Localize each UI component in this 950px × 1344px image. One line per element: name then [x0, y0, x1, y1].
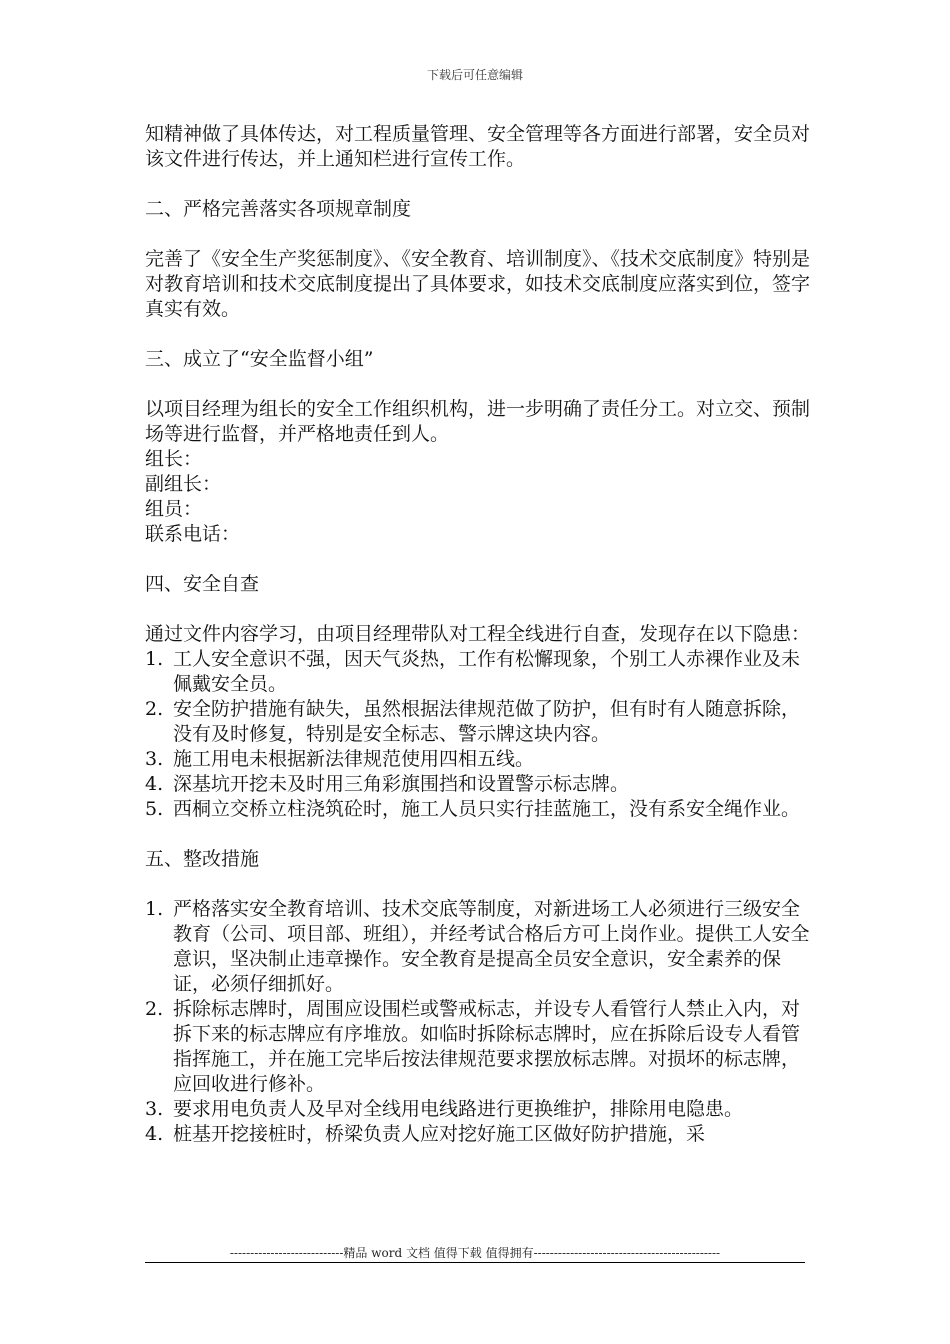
paragraph-rules: 完善了《安全生产奖惩制度》、《安全教育、培训制度》、《技术交底制度》特别是对教育培训和技术交底制度提出了具体要求，如技术交底制度应落实到位，签字真实有效。	[145, 248, 811, 320]
section-heading-3: 三、成立了“安全监督小组”	[145, 348, 374, 370]
list-number: 5.	[145, 798, 164, 820]
measure-list	[145, 897, 815, 1147]
list-number: 3.	[145, 1098, 164, 1120]
list-text: 西桐立交桥立柱浇筑砼时，施工人员只实行挂蓝施工，没有系安全绳作业。	[173, 798, 801, 820]
list-number: 2.	[145, 998, 164, 1020]
list-item	[145, 997, 815, 1097]
list-text: 严格落实安全教育培训、技术交底等制度，对新进场工人必须进行三级安全教育（公司、项目部、班组），并经考试合格后方可上岗作业。提供工人安全意识，坚决制止违章操作。安全教育是提高全员安全意识，安全素养的保证，必须仔细抓好。	[173, 898, 810, 995]
list-number: 2.	[145, 698, 164, 720]
list-item	[145, 897, 815, 997]
list-item	[145, 772, 815, 797]
list-text: 工人安全意识不强，因天气炎热，工作有松懈现象，个别工人赤裸作业及未佩戴安全员。	[173, 648, 801, 695]
page-footer: ----------------------------精品 word 文档 值得下载 值得拥有----------------------------------------------	[229, 1246, 721, 1260]
paragraph-supervision: 以项目经理为组长的安全工作组织机构，进一步明确了责任分工。对立交、预制场等进行监督，并严格地责任到人。	[145, 398, 811, 445]
list-text: 拆除标志牌时，周围应设围栏或警戒标志，并设专人看管行人禁止入内，对拆下来的标志牌应有序堆放。如临时拆除标志牌时，应在拆除后设专人看管指挥施工，并在施工完毕后按法律规范要求摆放标志牌。对损坏的标志牌，应回收进行修补。	[173, 998, 801, 1095]
list-number: 1.	[145, 898, 164, 920]
list-item	[145, 1097, 815, 1122]
field-phone: 联系电话：	[145, 523, 241, 545]
page-header: 下载后可任意编辑	[426, 68, 523, 82]
footer-rule	[145, 1262, 805, 1263]
list-text: 桩基开挖接桩时，桥梁负责人应对挖好施工区做好防护措施，采	[173, 1123, 706, 1145]
list-text: 施工用电未根据新法律规范使用四相五线。	[173, 748, 535, 770]
field-leader: 组长：	[145, 448, 203, 470]
list-text: 深基坑开挖未及时用三角彩旗围挡和设置警示标志牌。	[173, 773, 630, 795]
document-body	[145, 122, 815, 1147]
list-item	[145, 797, 815, 822]
field-deputy: 副组长：	[145, 473, 222, 495]
hazard-list	[145, 647, 815, 822]
list-text: 要求用电负责人及早对全线用电线路进行更换维护，排除用电隐患。	[173, 1098, 744, 1120]
paragraph-intro: 知精神做了具体传达，对工程质量管理、安全管理等各方面进行部署，安全员对该文件进行传达，并上通知栏进行宣传工作。	[145, 123, 811, 170]
section-heading-2: 二、严格完善落实各项规章制度	[145, 198, 412, 220]
list-number: 1.	[145, 648, 164, 670]
section-heading-4: 四、安全自查	[145, 573, 260, 595]
list-number: 4.	[145, 773, 164, 795]
paragraph-self-check: 通过文件内容学习，由项目经理带队对工程全线进行自查，发现存在以下隐患：	[145, 623, 811, 645]
list-item	[145, 697, 815, 747]
list-number: 3.	[145, 748, 164, 770]
section-heading-5: 五、整改措施	[145, 848, 260, 870]
field-member: 组员：	[145, 498, 203, 520]
list-item	[145, 747, 815, 772]
list-item	[145, 1122, 815, 1147]
list-number: 4.	[145, 1123, 164, 1145]
list-text: 安全防护措施有缺失，虽然根据法律规范做了防护，但有时有人随意拆除，没有及时修复，特别是安全标志、警示牌这块内容。	[173, 698, 801, 745]
list-item	[145, 647, 815, 697]
